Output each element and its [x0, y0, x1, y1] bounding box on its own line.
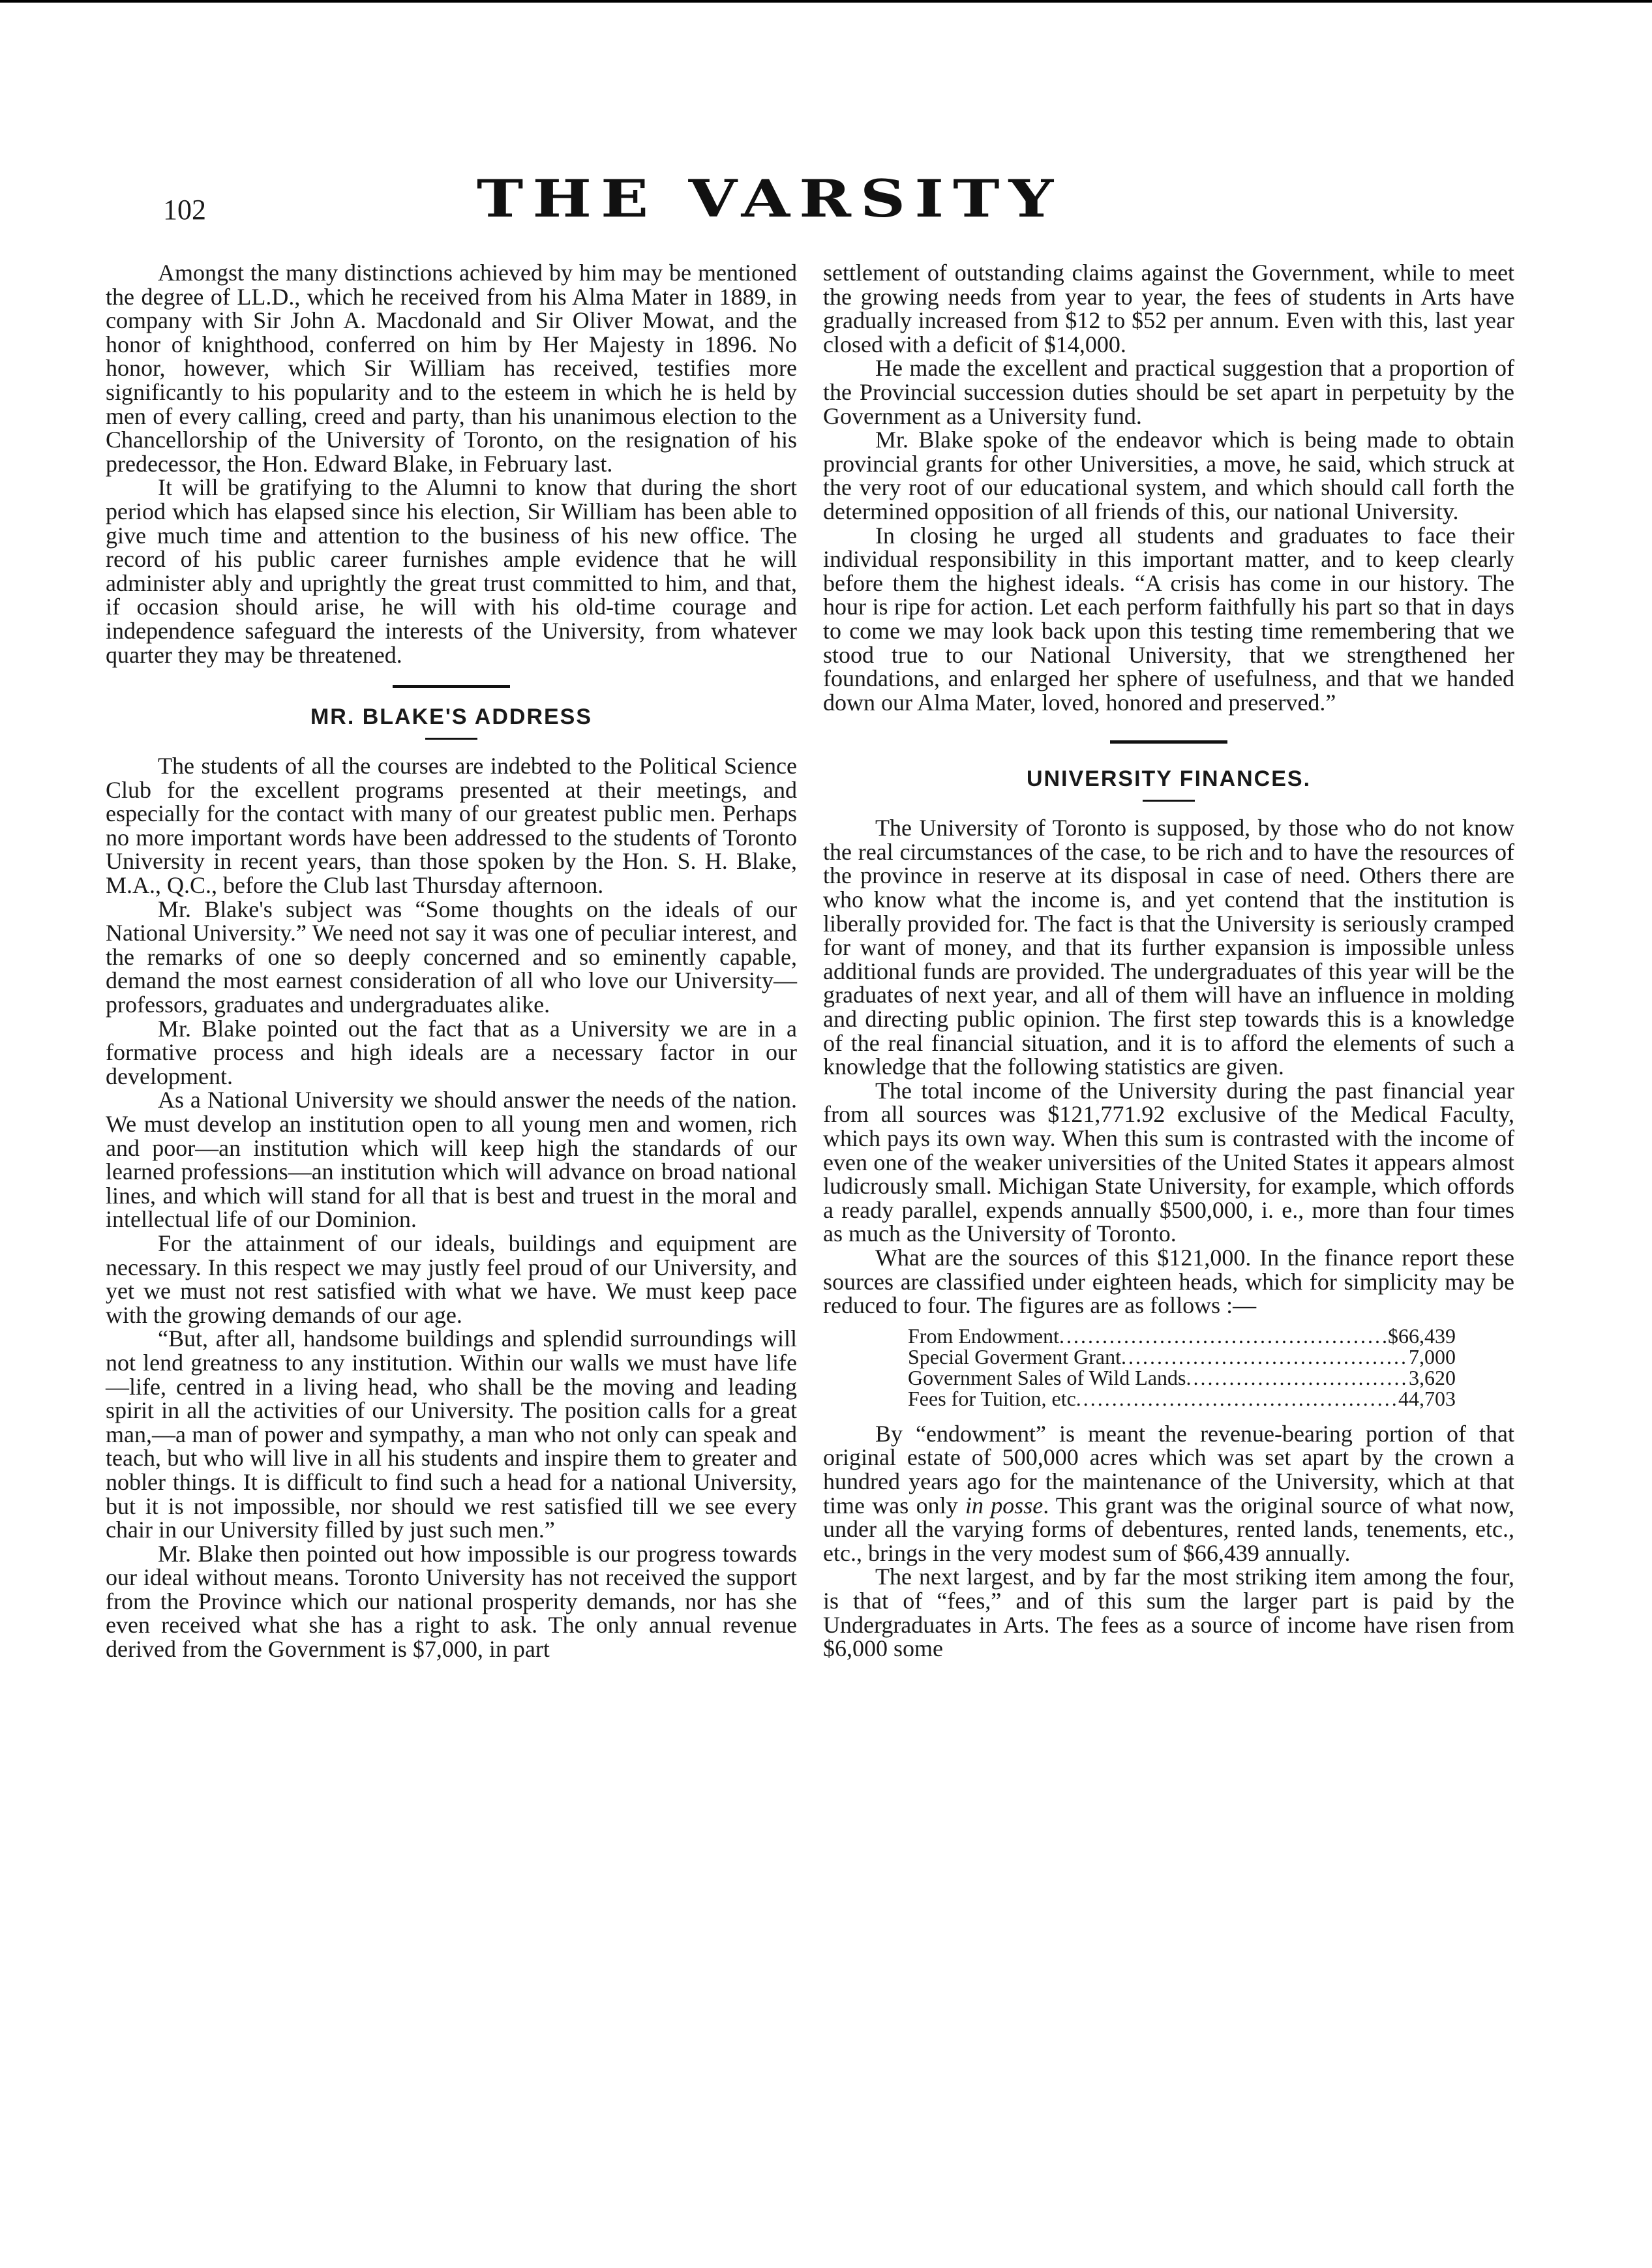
masthead-title: THE VARSITY [476, 168, 1063, 229]
income-source-value: 44,703 [1398, 1386, 1456, 1410]
paragraph: Mr. Blake then pointed out how impossible is our progress towards our ideal without means. Toronto University has not received the support from the Province which our national prosperity demands, nor has she even received what she has a right to ask. The only annual revenue derived from the Government is $7,000, in part [106, 1540, 797, 1663]
page-number: 102 [163, 194, 206, 226]
table-row [908, 1346, 1456, 1367]
paragraph: It will be gratifying to the Alumni to know that during the short period which has elapsed since his election, Sir William has been able to give much time and attention to the business of his new office. The record of his public career furnishes ample evidence that he will administer ably and uprightly the great trust committed to him, and that, if occasion should arise, he will with his old-time courage and independence safeguard the interests of the University, from whatever quarter they may be threatened. [106, 474, 797, 668]
paragraph: For the attainment of our ideals, buildings and equipment are necessary. In this respect we may justly feel proud of our University, and yet we must not rest satisfied with what we have. We must keep pace with the growing demands of our age. [106, 1230, 797, 1328]
paragraph: Amongst the many distinctions achieved by him may be mentioned the degree of LL.D., which he received from his Alma Mater in 1889, in company with Sir John A. Macdonald and Sir Oliver Mowat, and the honor of knighthood, conferred on him by Her Majesty in 1896. No honor, however, which Sir William has received, testifies more significantly to his popularity and to the esteem in which he is held by men of every calling, creed and party, than his unanimous election to the Chancellorship of the University of Toronto, on the resignation of his predecessor, the Hon. Edward Blake, in February last. [106, 260, 797, 477]
left-column [106, 261, 797, 1661]
income-sources-table [908, 1325, 1456, 1409]
income-source-label: Fees for Tuition, etc [908, 1386, 1076, 1410]
income-source-label: From Endowment [908, 1323, 1059, 1348]
text-run: . This grant was the original source of what now, under all the varying forms of debentures, rented lands, tenements, etc., etc., brings in the very modest sum of $66,439 annually. [823, 1492, 1514, 1566]
paragraph: Mr. Blake spoke of the endeavor which is being made to obtain provincial grants for other Universities, a move, he said, which struck at the very root of our educational system, and which should call forth the determined opposition of all friends of this, our national University. [823, 427, 1514, 524]
paragraph: The University of Toronto is supposed, by those who do not know the real circumstances of the case, to be rich and to have the resources of the province in reserve at its disposal in case of need. Others there are who know what the income is, and yet contend that the institution is liberally provided for. The fact is that the University is seriously cramped for want of money, and that its further expansion is impossible unless additional funds are provided. The undergraduates of this year will be the graduates of next year, and all of them will have an influence in molding and directing public opinion. The first step towards this is a knowledge of the real financial situation, and it is to afford the elements of such a knowledge that the following statistics are given. [823, 815, 1514, 1080]
income-source-value: 3,620 [1409, 1365, 1456, 1389]
paragraph: The next largest, and by far the most striking item among the four, is that of “fees,” and of this sum the larger part is paid by the Undergraduates in Arts. The fees as a source of income have risen from $6,000 some [823, 1564, 1514, 1662]
paragraph: “But, after all, handsome buildings and splendid surroundings will not lend greatness to any institution. Within our walls we must have life—life, centred in a living head, who shall be the moving and leading spirit in all the activities of our University. The position calls for a great man,—a man of power and sympathy, a man who not only can speak and teach, but who will live in all his students and inspire them to greater and nobler things. It is difficult to find such a head for a national University, but it is not impossible, nor should we rest satisfied till we see every chair in our University filled by just such men.” [106, 1325, 797, 1543]
dot-leader [1059, 1325, 1388, 1346]
paragraph: As a National University we should answer the needs of the nation. We must develop an institution open to all young men and women, rich and poor—an institution which will keep high the standards of our learned professions—an institution which will advance on broad national lines, and which will stand for all that is best and truest in the moral and intellectual life of our Dominion. [106, 1087, 797, 1233]
section-divider [1110, 740, 1227, 744]
paragraph: The total income of the University during the past financial year from all sources was $121,771.92 exclusive of the Medical Faculty, which pays its own way. When this sum is contrasted with the income of even one of the weaker universities of the United States it appears almost ludicrously small. Michigan State University, for example, which offords a ready parallel, expends annually $500,000, i. e., more than four times as much as the University of Toronto. [823, 1077, 1514, 1247]
dot-leader [1186, 1367, 1409, 1388]
table-row [908, 1388, 1456, 1409]
table-row [908, 1367, 1456, 1388]
heading-underline [1143, 800, 1195, 802]
paragraph-continued: settlement of outstanding claims against the Government, while to meet the growing needs from year to year, the fees of students in Arts have gradually increased from $12 to $52 per annum. Even with this, last year closed with a deficit of $14,000. [823, 260, 1514, 357]
paragraph: He made the excellent and practical suggestion that a proportion of the Provincial succession duties should be set apart in perpetuity by the Government as a University fund. [823, 355, 1514, 429]
income-source-value: 7,000 [1409, 1344, 1456, 1368]
dot-leader [1121, 1346, 1409, 1367]
top-rule [0, 0, 1652, 3]
right-column [823, 261, 1514, 1661]
paragraph: Mr. Blake pointed out the fact that as a University we are in a formative process and high ideals are a necessary factor in our development. [106, 1015, 797, 1089]
paragraph: Mr. Blake's subject was “Some thoughts on the ideals of our National University.” We need not say it was one of peculiar interest, and the remarks of one so deeply concerned and so eminently capable, demand the most earnest consideration of all who love our University—professors, graduates and undergraduates alike. [106, 896, 797, 1018]
table-row [908, 1325, 1456, 1346]
italic-term: in posse [965, 1492, 1044, 1519]
text-run: By “endowment” is meant the revenue-bearing portion of that original estate of 500,000 acres which was set apart by the crown a hundred years ago for the maintenance of the University, which at that time was only [823, 1420, 1514, 1519]
paragraph: The students of all the courses are indebted to the Political Science Club for the excellent programs presented at their meetings, and especially for the contact with many of our greatest public men. Perhaps no more important words have been addressed to the students of Toronto University in recent years, than those spoken by the Hon. S. H. Blake, M.A., Q.C., before the Club last Thursday afternoon. [106, 753, 797, 899]
income-source-label: Special Goverment Grant [908, 1344, 1121, 1368]
income-source-value: $66,439 [1388, 1323, 1456, 1348]
income-source-label: Government Sales of Wild Lands [908, 1365, 1186, 1389]
paragraph-endowment [823, 1422, 1514, 1565]
paragraph: What are the sources of this $121,000. In the finance report these sources are classified under eighteen heads, which for simplicity may be reduced to four. The figures are as follows :— [823, 1244, 1514, 1319]
heading-underline [425, 738, 477, 740]
section-divider [393, 685, 510, 688]
paragraph: In closing he urged all students and graduates to face their individual responsibility in this important matter, and to keep clearly before them the highest ideals. “A crisis has come in our history. The hour is ripe for action. Let each perform faithfully his part so that in days to come we may look back upon this testing time remembering that we stood true to our National University, that we strengthened her foundations, and enlarged her sphere of usefulness, and that we handed down our Alma Mater, loved, honored and preserved.” [823, 522, 1514, 716]
section-heading-blake-address: MR. BLAKE'S ADDRESS [310, 704, 593, 730]
dot-leader [1076, 1388, 1398, 1409]
section-heading-university-finances: UNIVERSITY FINANCES. [1026, 766, 1312, 792]
